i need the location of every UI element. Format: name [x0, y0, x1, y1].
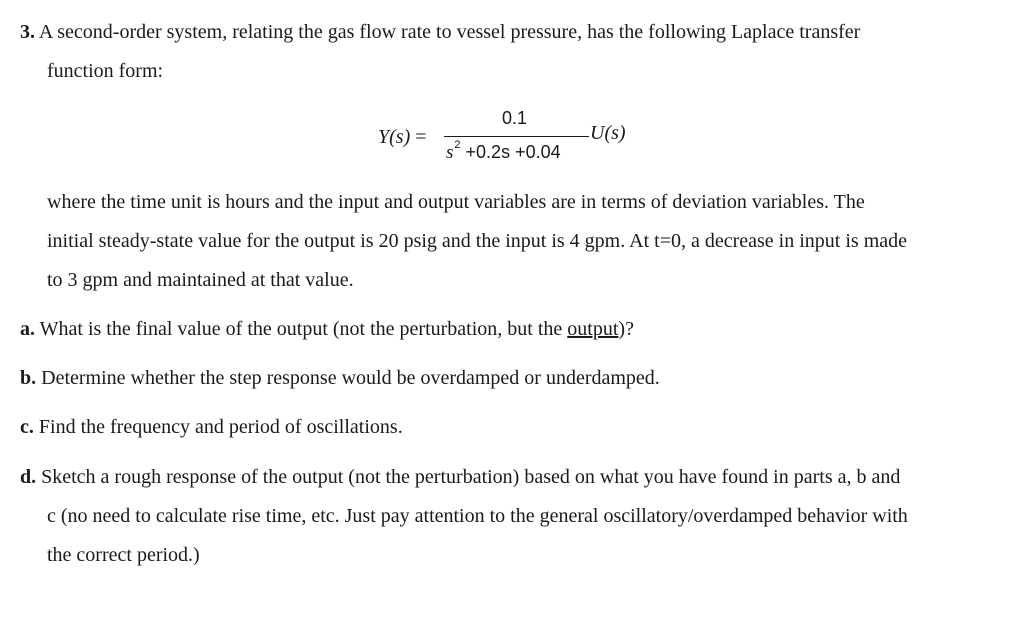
fraction-bar: [444, 136, 589, 137]
problem-number: 3.: [20, 21, 35, 43]
equation-rhs: U(s): [590, 122, 626, 144]
denominator-exponent: 2: [454, 139, 461, 151]
part-d-text: Sketch a rough response of the output (not the perturbation) based on what you have found in parts a, b and: [36, 466, 901, 488]
part-d-line-3: the correct period.): [47, 544, 200, 566]
part-a-label: a.: [20, 318, 35, 340]
transfer-function-equation: [378, 108, 648, 172]
part-a-text-end: )?: [618, 318, 634, 340]
part-b: [20, 366, 660, 390]
denominator-variable: s: [446, 142, 454, 163]
problem-intro-line-1: [20, 20, 860, 44]
part-a-text: What is the final value of the output (not the perturbation, but the: [35, 318, 568, 340]
part-b-text: Determine whether the step response would be overdamped or underdamped.: [36, 367, 660, 389]
equation-numerator: 0.1: [502, 108, 528, 128]
part-a: [20, 317, 634, 341]
problem-intro-text: A second-order system, relating the gas flow rate to vessel pressure, has the following Laplace transfer: [38, 21, 861, 43]
denominator-rest: +0.2s +0.04: [460, 142, 561, 162]
part-b-label: b.: [20, 367, 37, 389]
part-d-label: d.: [20, 466, 37, 488]
equation-denominator: [446, 139, 561, 164]
part-c-text: Find the frequency and period of oscillations.: [33, 416, 403, 438]
equation-lhs-symbol: Y(s): [378, 126, 411, 148]
part-d-line-1: [20, 465, 900, 489]
part-a-underlined: output: [567, 318, 619, 340]
part-d-line-2: c (no need to calculate rise time, etc. Just pay attention to the general oscillatory/overdamped behavior with: [47, 505, 908, 527]
equation-lhs: [378, 126, 427, 149]
part-c: [20, 415, 403, 439]
problem-intro-line-2: function form:: [47, 60, 164, 82]
part-c-label: c.: [20, 416, 34, 438]
description-line-2: initial steady-state value for the output is 20 psig and the input is 4 gpm. At t=0, a decrease in input is made: [47, 230, 907, 252]
description-line-3: to 3 gpm and maintained at that value.: [47, 269, 354, 291]
equation-equals-sign: =: [415, 126, 427, 148]
description-line-1: where the time unit is hours and the input and output variables are in terms of deviation variables. The: [47, 191, 865, 213]
